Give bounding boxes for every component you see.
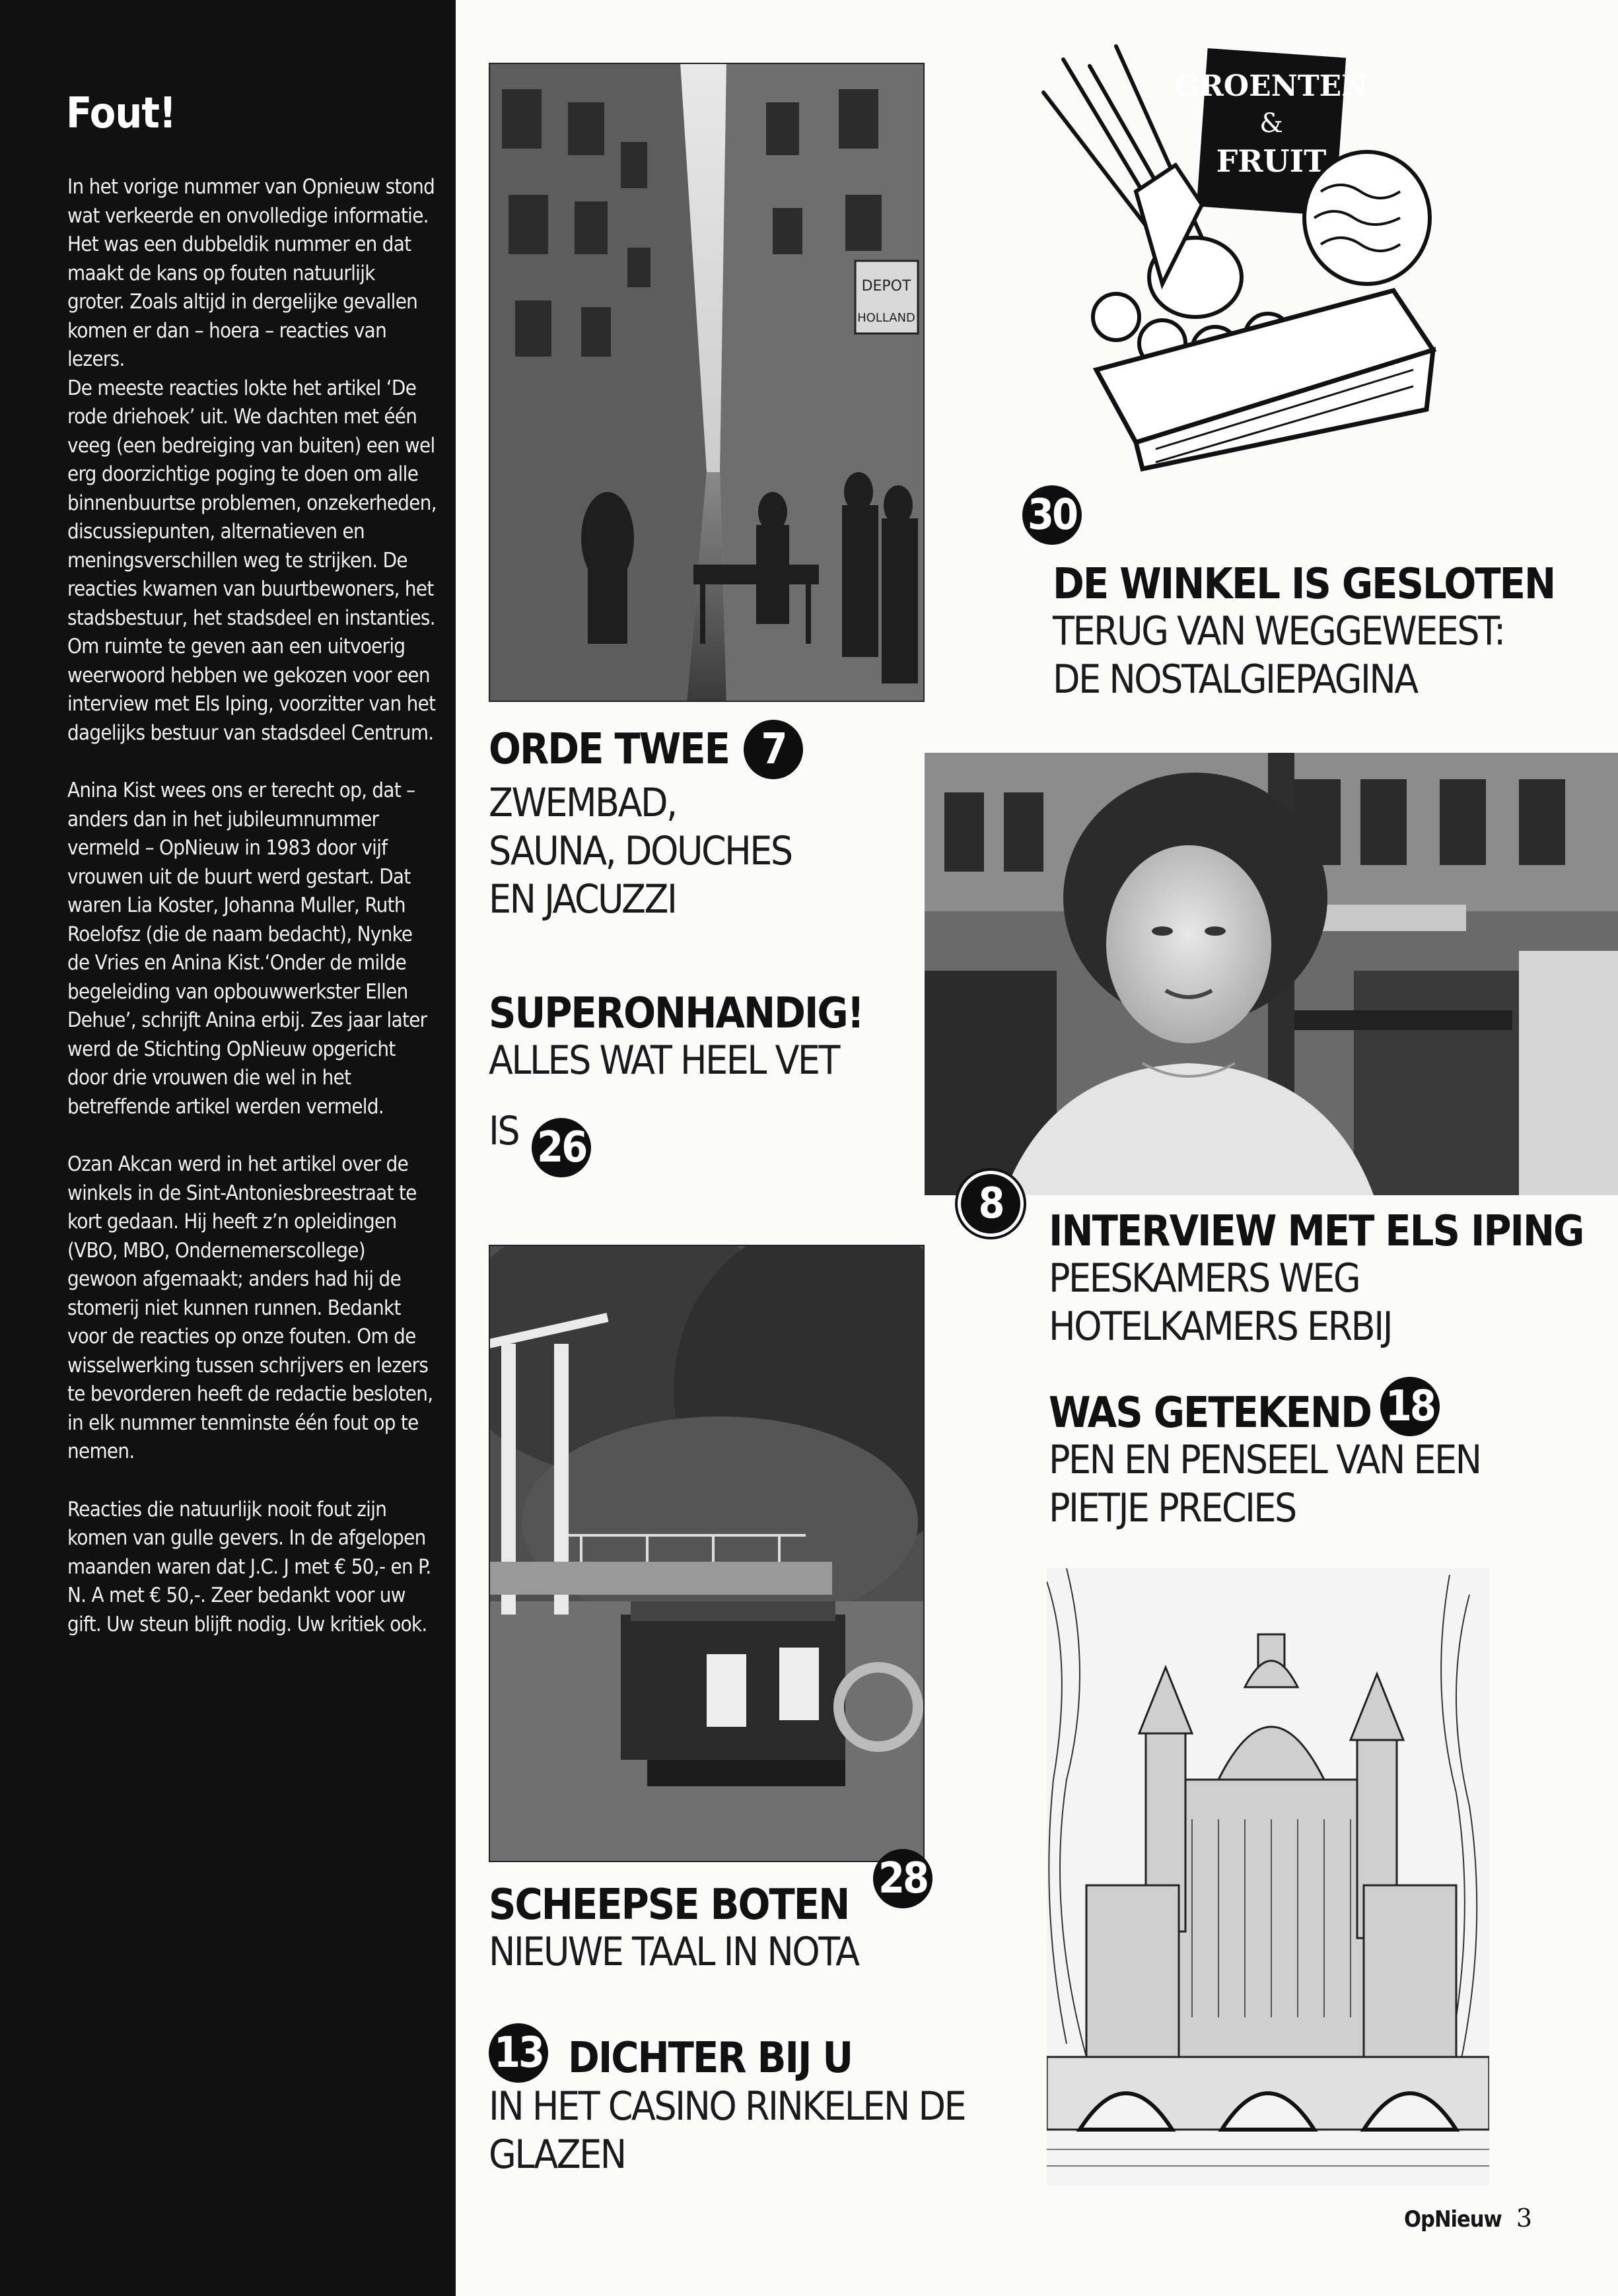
page-number-badge: 28 [873, 1849, 932, 1908]
page-number-badge: 8 [961, 1174, 1020, 1234]
holland-sign-text: HOLLAND [857, 311, 915, 325]
item-heading: SCHEEPSE BOTEN [489, 1881, 849, 1930]
item-heading: ORDE TWEE [489, 724, 729, 774]
page-number-badge: 18 [1380, 1377, 1440, 1436]
page-number-badge: 7 [744, 720, 803, 779]
item-sub-line: TERUG VAN WEGGEWEEST: [1053, 608, 1504, 655]
item-heading: DE WINKEL IS GESLOTEN [1053, 560, 1555, 609]
page-number-badge: 26 [532, 1118, 591, 1177]
item-sub-line: PEN EN PENSEEL VAN EEN [1049, 1437, 1481, 1484]
item-heading-row [1049, 1382, 1481, 1438]
fruit-sign-text: FRUIT [1216, 143, 1327, 179]
item-26 [489, 991, 863, 1177]
item-sub-row [489, 1085, 863, 1177]
sidebar-paragraph: Anina Kist wees ons er terecht op, dat – anders dan in het jubileumnummer vermeld – OpNieuw in 1983 door vijf vrouwen uit de buurt werd gestart. Dat waren Lia Koster, Johanna Muller, Ruth Roelofsz (die de naam bedacht), Nynke de Vries en Anina Kist.‘Onder de milde begeleiding van opbouwwerkster Ellen Dehue’, schrijft Anina erbij. Zes jaar later werd de Stichting OpNieuw opgericht door drie vrouwen die wel in het betreffende artikel werden vermeld. [67, 779, 427, 1119]
photo-old-street [489, 63, 925, 702]
item-sub-line: HOTELKAMERS ERBIJ [1049, 1304, 1392, 1350]
groenten-sign-text: GROENTEN [1174, 69, 1368, 103]
item-13 [489, 2029, 966, 2179]
item-heading-row [489, 720, 803, 779]
item-heading: WAS GETEKEND [1049, 1389, 1371, 1438]
item-7 [489, 720, 803, 924]
page-number-badge: 13 [489, 2023, 548, 2083]
item-sub-line: PEESKAMERS WEG [1049, 1255, 1360, 1302]
magazine-name: OpNieuw [1404, 2206, 1502, 2233]
photo-canal-houseboat [489, 1245, 925, 1862]
item-sub-line: ALLES WAT HEEL VET [489, 1037, 839, 1084]
item-sub-line: DE NOSTALGIEPAGINA [1053, 656, 1417, 703]
sidebar-paragraph: De meeste reacties lokte het artikel ‘De rode driehoek’ uit. We dachten met één veeg (een bedreiging van buiten) een wel erg doorzichtige poging te doen om alle binnenbuurtse problemen, onzekerheden, discussiepunten, alternatieven en meningsverschillen weg te strijken. De reacties kwamen van buurtbewoners, het stadsbestuur, het stadsdeel en instanties. Om ruimte te geven aan een uitvoerig weerwoord hebben we gekozen voor een interview met Els Iping, voorzitter van het dagelijks bestuur van stadsdeel Centrum. [67, 376, 437, 745]
item-18 [1049, 1382, 1481, 1533]
item-sub-line: IS [489, 1107, 519, 1154]
drawing-church-canal [1047, 1568, 1489, 2186]
item-sub-line: NIEUWE TAAL IN NOTA [489, 1929, 859, 1976]
depot-sign-text: DEPOT [861, 278, 911, 295]
item-sub-line: EN JACUZZI [489, 876, 676, 922]
page-number-badge: 30 [1022, 485, 1082, 545]
item-sub-line: IN HET CASINO RINKELEN DE [489, 2083, 966, 2130]
item-heading: DICHTER BIJ U [568, 2033, 853, 2083]
sidebar-fout [0, 0, 456, 2296]
illustration-groenten-fruit [1024, 40, 1473, 475]
sidebar-body [67, 173, 437, 1668]
item-30 [1022, 485, 1082, 545]
item-28 [489, 1882, 859, 1976]
page-number: 3 [1516, 2204, 1532, 2233]
photo-els-iping [925, 753, 1618, 1195]
item-sub-line: ZWEMBAD, [489, 780, 676, 826]
item-sub-line: GLAZEN [489, 2132, 625, 2178]
item-30-text [1053, 561, 1555, 704]
sidebar-paragraph: Reacties die natuurlijk nooit fout zijn komen van gulle gevers. In de afgelopen maanden waren dat J.C. J met € 50,- en P. N. A met € 50,-. Zeer bedankt voor uw gift. Uw steun blijft nodig. Uw kritiek ook. [67, 1497, 431, 1636]
item-heading: INTERVIEW MET ELS IPING [1049, 1207, 1584, 1256]
item-heading-row [489, 2029, 965, 2083]
sidebar-title: Fout! [66, 89, 176, 138]
item-8-text [1049, 1208, 1583, 1351]
item-sub-line: SAUNA, DOUCHES [489, 828, 792, 874]
sidebar-paragraph: Ozan Akcan werd in het artikel over de winkels in de Sint-Antoniesbreestraat te kort gedaan. Hij heeft z’n opleidingen (VBO, MBO, Ondernemerscollege) gewoon afgemaakt; anders had hij de stomerij niet kunnen runnen. Bedankt voor de reacties op onze fouten. Om de wisselwerking tussen schrijvers en lezers te bevorderen heeft de redactie besloten, in elk nummer tenminste één fout op te nemen. [67, 1152, 433, 1463]
item-heading: SUPERONHANDIG! [489, 989, 863, 1038]
sidebar-paragraph: In het vorige nummer van Opnieuw stond wat verkeerde en onvolledige informatie. Het was een dubbeldik nummer en dat maakt de kans op fouten natuurlijk groter. Zoals altijd in dergelijke gevallen komen er dan – hoera – reacties van lezers. [67, 175, 435, 371]
item-8 [961, 1174, 1020, 1234]
item-28-badge [873, 1849, 932, 1908]
item-sub-line: PIETJE PRECIES [1049, 1485, 1296, 1532]
page-footer [1404, 2206, 1532, 2231]
ampersand-sign-text: & [1259, 108, 1283, 139]
